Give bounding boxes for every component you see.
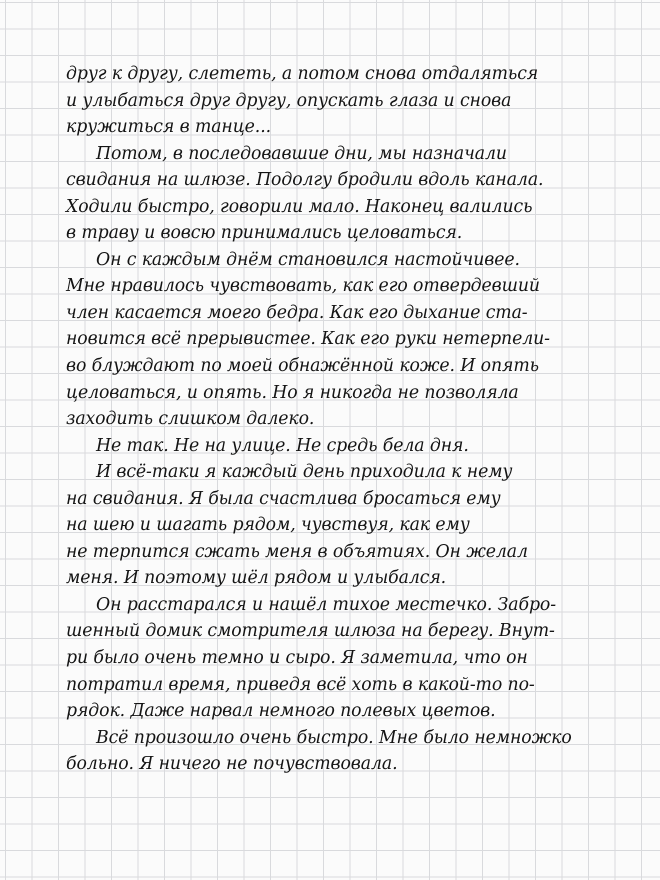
text-line: Он с каждым днём становился настойчивее. bbox=[96, 249, 520, 270]
text-line: шенный домик смотрителя шлюза на берегу. Внут- bbox=[66, 621, 555, 642]
text-line: в траву и вовсю принимались целоваться. bbox=[66, 223, 463, 244]
text-line: не терпится сжать меня в объятиях. Он желал bbox=[66, 541, 528, 562]
handwritten-text-block bbox=[66, 61, 596, 778]
text-line: во блуждают по моей обнажённой коже. И опять bbox=[66, 356, 539, 377]
text-line: и улыбаться друг другу, опускать глаза и снова bbox=[66, 90, 512, 111]
text-line: на свидания. Я была счастлива бросаться ему bbox=[66, 488, 501, 509]
text-line: заходить слишком далеко. bbox=[66, 409, 315, 430]
text-line: свидания на шлюзе. Подолгу бродили вдоль канала. bbox=[66, 170, 544, 191]
text-line: Мне нравилось чувствовать, как его отвердевший bbox=[66, 276, 540, 297]
text-line: Он расстарался и нашёл тихое местечко. Забро- bbox=[96, 594, 556, 615]
text-line: рядок. Даже нарвал немного полевых цветов. bbox=[66, 701, 496, 722]
text-line: новится всё прерывистее. Как его руки нетерпели- bbox=[66, 329, 550, 350]
text-line: кружиться в танце... bbox=[66, 117, 271, 138]
text-line: больно. Я ничего не почувствовала. bbox=[66, 754, 398, 775]
text-line: И всё-таки я каждый день приходила к нему bbox=[96, 462, 513, 483]
text-line: меня. И поэтому шёл рядом и улыбался. bbox=[66, 568, 447, 589]
text-line: Всё произошло очень быстро. Мне было немножко bbox=[96, 727, 572, 748]
text-line: потратил время, приведя всё хоть в какой-то по- bbox=[66, 674, 535, 695]
text-line: член касается моего бедра. Как его дыхание ста- bbox=[66, 302, 528, 323]
text-line: на шею и шагать рядом, чувствуя, как ему bbox=[66, 515, 470, 536]
text-line: ри было очень темно и сыро. Я заметила, что он bbox=[66, 648, 528, 669]
text-line: целоваться, и опять. Но я никогда не позволяла bbox=[66, 382, 519, 403]
text-line: Ходили быстро, говорили мало. Наконец валились bbox=[66, 196, 533, 217]
text-line: Не так. Не на улице. Не средь бела дня. bbox=[96, 435, 469, 456]
text-line: друг к другу, слететь, а потом снова отдаляться bbox=[66, 64, 539, 84]
text-line: Потом, в последовавшие дни, мы назначали bbox=[96, 143, 507, 164]
